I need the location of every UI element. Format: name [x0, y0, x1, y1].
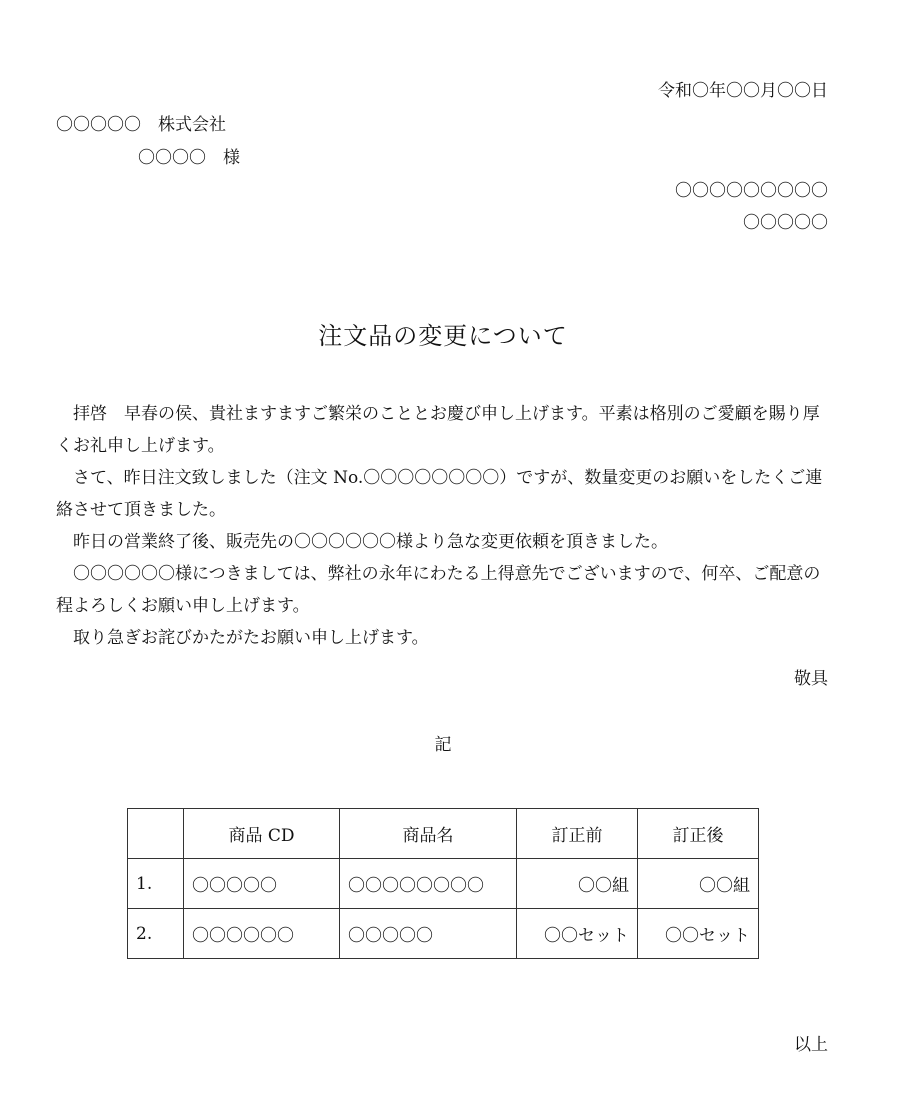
- order-change-table: [127, 808, 759, 959]
- table-cell: 〇〇組: [638, 859, 759, 909]
- ki-heading: 記: [434, 735, 452, 755]
- body-paragraph: 〇〇〇〇〇〇様につきましては、弊社の永年にわたる上得意先でございますので、何卒、ご配意の程よろしくお願い申し上げます。: [56, 564, 821, 616]
- table-cell: 〇〇〇〇〇〇〇〇: [340, 859, 517, 909]
- table-cell: 〇〇〇〇〇: [340, 909, 517, 959]
- recipient-person: 〇〇〇〇 様: [138, 148, 240, 168]
- table-cell: 〇〇〇〇〇〇: [184, 909, 340, 959]
- body-paragraph: 昨日の営業終了後、販売先の〇〇〇〇〇〇様より急な変更依頼を頂きました。: [73, 532, 668, 552]
- letter-title: 注文品の変更について: [318, 322, 568, 350]
- table-row: [128, 909, 759, 959]
- body-paragraph: 拝啓 早春の侯、貴社ますますご繁栄のこととお慶び申し上げます。平素は格別のご愛顧を賜り厚くお礼申し上げます。: [56, 404, 820, 456]
- closing-ijo: 以上: [794, 1035, 828, 1055]
- sender-name: 〇〇〇〇〇: [743, 213, 828, 233]
- table-header-cell: [128, 809, 184, 859]
- table-cell: 〇〇〇〇〇: [184, 859, 340, 909]
- closing-keigu: 敬具: [794, 669, 828, 689]
- table-header-cell: 訂正後: [638, 809, 759, 859]
- table-header-row: [128, 809, 759, 859]
- table-cell: 〇〇セット: [517, 909, 638, 959]
- recipient-company: 〇〇〇〇〇 株式会社: [56, 115, 226, 135]
- letter-body: [56, 398, 832, 654]
- table-cell: 〇〇組: [517, 859, 638, 909]
- letter-date: 令和〇年〇〇月〇〇日: [658, 81, 828, 101]
- body-paragraph: 取り急ぎお詫びかたがたお願い申し上げます。: [73, 628, 429, 648]
- table-cell: 〇〇セット: [638, 909, 759, 959]
- table-header-cell: 商品名: [340, 809, 517, 859]
- table-cell: 2.: [128, 909, 184, 959]
- table-row: [128, 859, 759, 909]
- table-cell: 1.: [128, 859, 184, 909]
- table-header-cell: 商品 CD: [184, 809, 340, 859]
- sender-company: 〇〇〇〇〇〇〇〇〇: [675, 181, 828, 201]
- body-paragraph: さて、昨日注文致しました（注文 No.〇〇〇〇〇〇〇〇）ですが、数量変更のお願いをしたくご連絡させて頂きました。: [56, 468, 823, 520]
- table-header-cell: 訂正前: [517, 809, 638, 859]
